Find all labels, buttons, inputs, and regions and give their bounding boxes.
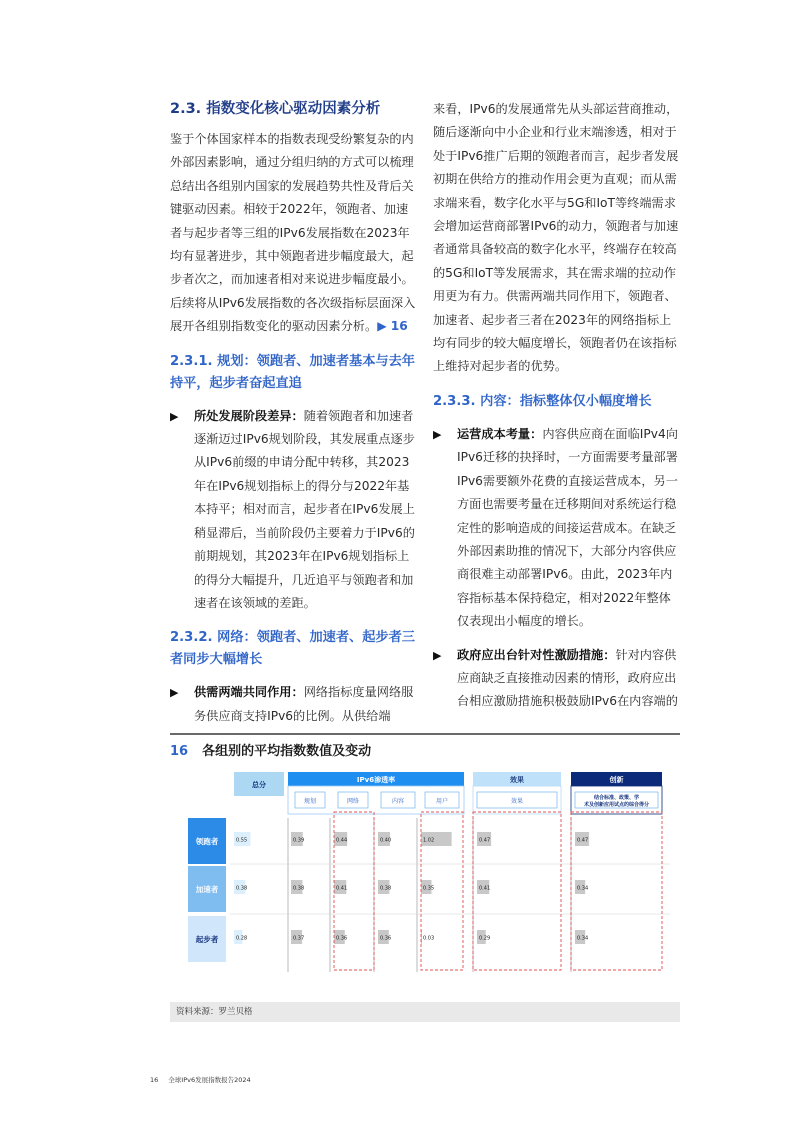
bullet-supply-demand: ▶ 供需两端共同作用：网络指标度量网络服务供应商支持IPv6的比例。从供给端 <box>170 681 418 728</box>
group-header-label: 效果 <box>510 776 524 784</box>
sub-header-label: 网络 <box>346 798 360 805</box>
source-note: 资料来源：罗兰贝格 <box>170 1002 680 1022</box>
value-label: 0.41 <box>336 885 348 892</box>
row-label: 领跑者 <box>195 837 219 846</box>
figure-reference-link[interactable]: ▶ 16 <box>377 319 408 334</box>
sub-header-label: 用户 <box>435 798 449 805</box>
bullet-triangle-icon: ▶ <box>170 409 179 423</box>
subheading-network: 2.3.2. 网络：领跑者、加速者、起步者三者同步大幅增长 <box>170 630 415 668</box>
value-label: 0.28 <box>236 935 248 942</box>
value-label: 0.55 <box>236 837 248 844</box>
value-label: 0.47 <box>479 837 491 844</box>
subheading-content: 2.3.3. 内容：指标整体仅小幅度增长 <box>433 393 652 409</box>
value-label: 0.03 <box>423 935 435 942</box>
subheading-planning: 2.3.1. 规划：领跑者、加速者基本与去年持平，起步者奋起直追 <box>170 353 415 391</box>
sub-header-label: 效果 <box>510 798 524 805</box>
value-label: 0.34 <box>577 885 589 892</box>
value-label: 0.37 <box>293 935 305 942</box>
value-label: 1.02 <box>423 837 435 844</box>
value-label: 0.36 <box>380 935 392 942</box>
value-label: 0.36 <box>336 935 348 942</box>
section-heading: 2.3. 指数变化核心驱动因素分析 <box>170 101 381 117</box>
value-label: 0.44 <box>336 837 348 844</box>
bullet-triangle-icon: ▶ <box>433 427 442 441</box>
intro-paragraph: 鉴于个体国家样本的指数表现受纷繁复杂的内外部因素影响，通过分组归纳的方式可以梳理总结出各组别内国家的发展趋势共性及背后关键驱动因素。相较于2022年，领跑者、加速者与起步者等三组的IPv6发展指数在2023年均有显著进步，其中领跑者进步幅度最大，起步者次之，而加速者相对来说进步幅度最小。后续将从IPv6发展指数的各次级指标层面深入展开各组别指数变化的驱动因素分析。▶ 16 <box>170 132 416 334</box>
row-label: 加速者 <box>195 885 219 894</box>
value-label: 0.29 <box>479 935 491 942</box>
value-label: 0.40 <box>380 837 392 844</box>
network-continued-paragraph: 来看，IPv6的发展通常先从头部运营商推动，随后逐渐向中小企业和行业末端渗透，相对于处于IPv6推广后期的领跑者而言，起步者发展初期在供给方的推动作用会更为直观；而从需求端来看，数字化水平与5G和IoT等终端需求会增加运营商部署IPv6的动力，领跑者与加速者通常具备较高的数字化水平，终端存在较高的5G和IoT等发展需求，其在需求端的拉动作用更为有力。供需两端共同作用下，领跑者、加速者、起步者三者在2023年的网络指标上均有同步的较大幅度增长，领跑者仍在该指标上维持对起步者的优势。 <box>433 102 679 374</box>
bullet-government-incentive: ▶ 政府应出台针对性激励措施：针对内容供应商缺乏直接推动因素的情形，政府应出台相应激励措施积极鼓励IPv6在内容端的 <box>433 644 681 714</box>
bullet-stage-difference: ▶ 所处发展阶段差异：随着领跑者和加速者逐渐迈过IPv6规划阶段，其发展重点逐步从IPv6前缀的申请分配中转移，其2023年在IPv6规划指标上的得分与2022年基本持平；相对而言，起步者在IPv6发展上稍显滞后，当前阶段仍主要着力于IPv6的前期规划，其2023年在IPv6规划指标上的得分大幅提升，几近追平与领跑者和加速者在该领域的差距。 <box>170 405 418 616</box>
figure-title: 16 各组别的平均指数数值及变动 <box>170 744 372 759</box>
row-label: 起步者 <box>195 935 219 944</box>
bullet-operating-cost: ▶ 运营成本考量：内容供应商在面临IPv4向IPv6迁移的抉择时，一方面需要考量部署IPv6需要额外花费的直接运营成本，另一方面也需要考量在迁移期间对系统运行稳定性的影响造成的间接运营成本。在缺乏外部因素助推的情况下，大部分内容供应商很难主动部署IPv6。由此，2023年内容指标基本保持稳定，相对2022年整体仅表现出小幅度的增长。 <box>433 423 681 634</box>
group-header-label: 创新 <box>609 776 624 784</box>
value-label: 0.35 <box>423 885 435 892</box>
sub-header-label: 术及创新应用试点的综合得分 <box>583 802 650 808</box>
value-label: 0.38 <box>236 885 248 892</box>
sub-header-label: 内容 <box>391 798 405 805</box>
sub-header-label: 规划 <box>303 798 317 805</box>
value-label: 0.38 <box>380 885 392 892</box>
group-header-label: IPv6渗透率 <box>356 776 396 784</box>
value-label: 0.41 <box>479 885 491 892</box>
value-label: 0.47 <box>577 837 589 844</box>
sub-header-label: 结合标准、政策、学 <box>593 795 640 801</box>
value-label: 0.39 <box>293 837 305 844</box>
group-header-label: 总分 <box>252 781 266 789</box>
left-column <box>170 98 418 728</box>
bullet-triangle-icon: ▶ <box>170 686 179 700</box>
value-label: 0.38 <box>293 885 305 892</box>
right-column <box>433 98 681 714</box>
index-table-chart <box>170 766 680 976</box>
figure-number: 16 <box>170 744 189 759</box>
bullet-triangle-icon: ▶ <box>433 648 442 662</box>
page-footer <box>150 1075 251 1084</box>
figure-top-rule <box>170 733 680 735</box>
report-title: 全球IPv6发展指数报告2024 <box>168 1076 251 1084</box>
page-number: 16 <box>150 1076 159 1084</box>
value-label: 0.34 <box>577 935 589 942</box>
